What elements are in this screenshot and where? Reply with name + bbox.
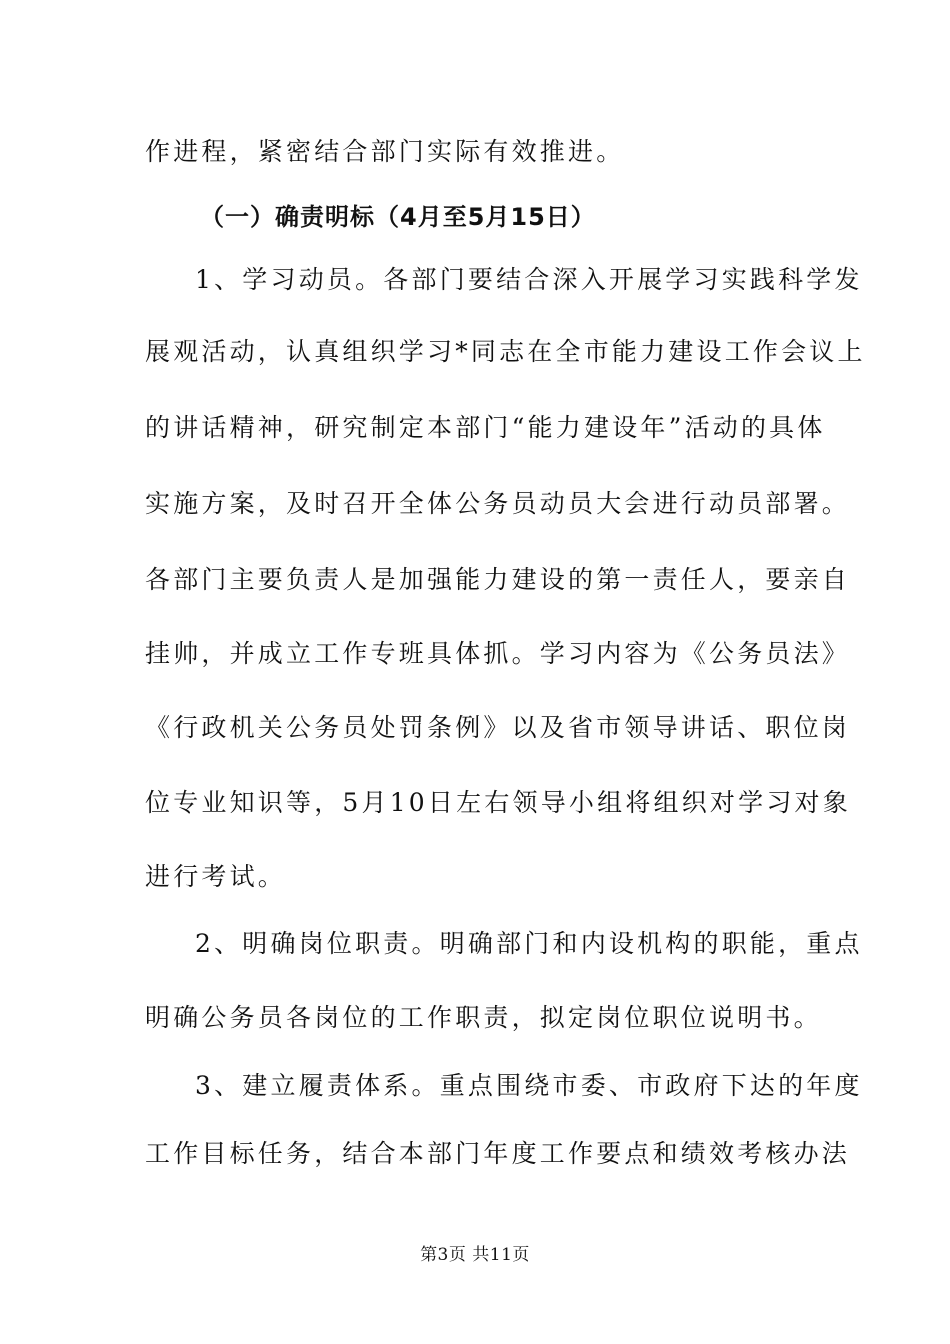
paragraph-line: 作进程，紧密结合部门实际有效推进。 — [145, 137, 625, 166]
paragraph-line: 展观活动，认真组织学习*同志在全市能力建设工作会议上 — [145, 337, 866, 366]
paragraph-line: 挂帅，并成立工作专班具体抓。学习内容为《公务员法》 — [145, 639, 851, 668]
paragraph-line: 位专业知识等，5月10日左右领导小组将组织对学习对象 — [145, 788, 851, 817]
paragraph-line: 实施方案，及时召开全体公务员动员大会进行动员部署。 — [145, 489, 851, 518]
paragraph-line: 各部门主要负责人是加强能力建设的第一责任人，要亲自 — [145, 565, 851, 594]
page-number-footer: 第3页 共11页 — [420, 1245, 530, 1265]
paragraph-line: 进行考试。 — [145, 862, 287, 891]
paragraph-line: 明确公务员各岗位的工作职责，拟定岗位职位说明书。 — [145, 1003, 822, 1032]
paragraph-line: 《行政机关公务员处罚条例》以及省市领导讲话、职位岗 — [145, 713, 851, 742]
paragraph-line: 3、建立履责体系。重点围绕市委、市政府下达的年度 — [195, 1071, 863, 1100]
paragraph-line: 1、学习动员。各部门要结合深入开展学习实践科学发 — [195, 265, 863, 294]
paragraph-line: 的讲话精神，研究制定本部门“能力建设年”活动的具体 — [145, 413, 826, 442]
paragraph-line: 2、明确岗位职责。明确部门和内设机构的职能，重点 — [195, 929, 863, 958]
paragraph-line: 工作目标任务，结合本部门年度工作要点和绩效考核办法 — [145, 1139, 851, 1168]
section-heading: （一）确责明标（4月至5月15日） — [200, 203, 596, 231]
